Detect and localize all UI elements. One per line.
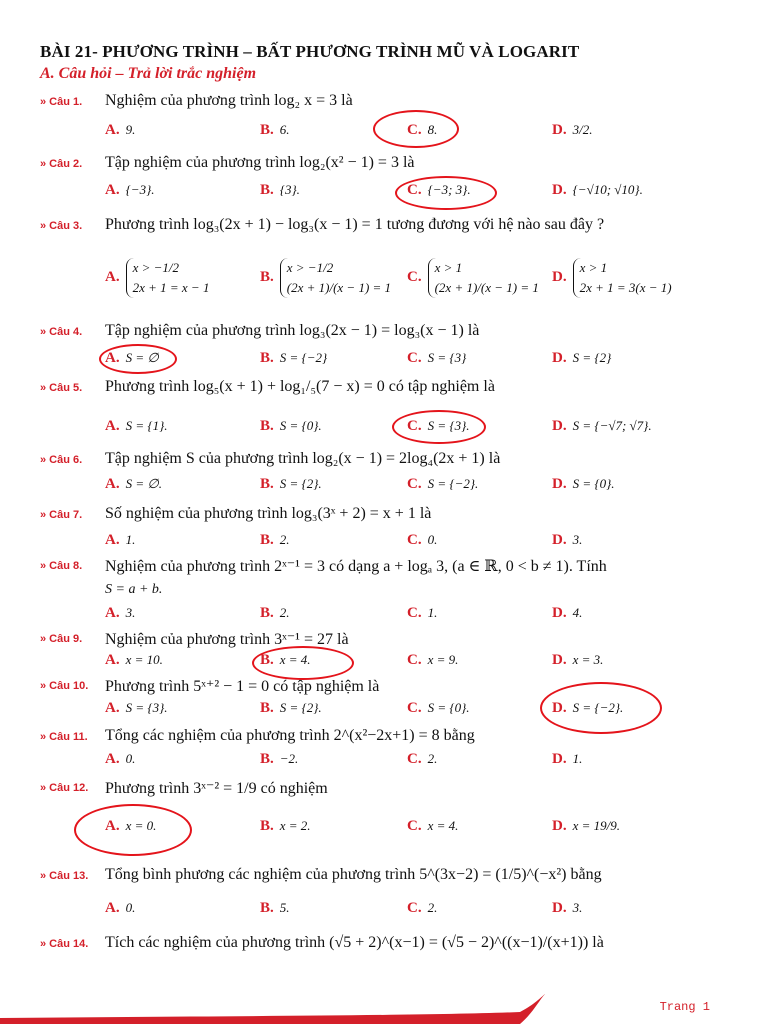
option-value: {−3}.: [125, 182, 155, 197]
option-letter: B.: [260, 751, 274, 767]
question-10-option-d[interactable]: [552, 700, 623, 717]
option-letter: B.: [260, 122, 274, 138]
option-letter: D.: [552, 122, 567, 138]
question-3-option-a[interactable]: [105, 258, 209, 298]
question-7-text: Số nghiệm của phương trình log₃(3ˣ + 2) = x + 1 là: [105, 505, 432, 522]
option-value: 0.: [125, 900, 136, 915]
option-letter: D.: [552, 900, 567, 916]
question-7-option-d[interactable]: [552, 532, 582, 549]
option-value: S = {−2}.: [572, 700, 624, 715]
option-value: x = 4.: [279, 652, 311, 667]
option-value: S = {0}.: [279, 418, 322, 433]
option-letter: D.: [552, 532, 567, 548]
option-system: [573, 258, 672, 298]
question-13-option-b[interactable]: [260, 900, 290, 917]
question-2-option-a[interactable]: [105, 182, 155, 199]
option-letter: B.: [260, 900, 274, 916]
question-4-option-a[interactable]: [105, 350, 159, 367]
question-12-option-a[interactable]: [105, 818, 156, 835]
question-8-text: Nghiệm của phương trình 2ˣ⁻¹ = 3 có dạng a + logₐ 3, (a ∈ ℝ, 0 < b ≠ 1). Tính: [105, 558, 607, 575]
question-13-label: » Câu 13.: [40, 870, 89, 882]
question-2-label: » Câu 2.: [40, 158, 83, 170]
option-letter: C.: [407, 532, 422, 548]
page-number: Trang 1: [659, 1000, 710, 1014]
option-letter: B.: [260, 532, 274, 548]
question-7-option-b[interactable]: [260, 532, 290, 549]
question-3-option-b[interactable]: [260, 258, 391, 298]
option-letter: A.: [105, 605, 120, 621]
question-13-option-a[interactable]: [105, 900, 135, 917]
question-9-option-d[interactable]: [552, 652, 603, 669]
option-value: S = {3}.: [125, 700, 168, 715]
option-value: {3}.: [279, 182, 300, 197]
question-8-option-d[interactable]: [552, 605, 582, 622]
question-12-option-d[interactable]: [552, 818, 620, 835]
question-8-text-cont: S = a + b.: [105, 582, 163, 597]
option-letter: C.: [407, 122, 422, 138]
option-value: x = 19/9.: [572, 818, 620, 833]
option-system: [280, 258, 391, 298]
question-6-option-a[interactable]: [105, 476, 162, 493]
option-value: S = {−√7; √7}.: [572, 418, 652, 433]
option-value: S = {0}.: [572, 476, 615, 491]
question-4-option-d[interactable]: [552, 350, 611, 367]
question-9-option-a[interactable]: [105, 652, 163, 669]
option-letter: C.: [407, 418, 422, 434]
question-8-option-a[interactable]: [105, 605, 135, 622]
option-letter: C.: [407, 652, 422, 668]
question-10-option-b[interactable]: [260, 700, 322, 717]
question-9-option-c[interactable]: [407, 652, 458, 669]
option-value: x = 3.: [572, 652, 604, 667]
option-value: S = {1}.: [125, 418, 168, 433]
option-value: S = {3}: [427, 350, 467, 365]
question-11-option-b[interactable]: [260, 751, 298, 768]
option-letter: D.: [552, 818, 567, 834]
option-letter: B.: [260, 605, 274, 621]
question-6-option-b[interactable]: [260, 476, 322, 493]
question-1-option-c[interactable]: [407, 122, 437, 139]
option-value: S = {3}.: [427, 418, 470, 433]
question-11-label: » Câu 11.: [40, 731, 88, 743]
option-value: S = {2}.: [279, 700, 322, 715]
question-1-label: » Câu 1.: [40, 96, 83, 108]
question-14-label: » Câu 14.: [40, 938, 89, 950]
question-10-label: » Câu 10.: [40, 680, 89, 692]
option-value: 3/2.: [572, 122, 593, 137]
option-value: 3.: [572, 532, 583, 547]
option-letter: D.: [552, 182, 567, 198]
option-letter: A.: [105, 182, 120, 198]
question-5-label: » Câu 5.: [40, 382, 83, 394]
option-system: [428, 258, 539, 298]
question-1-option-a[interactable]: [105, 122, 135, 139]
option-value: 2.: [427, 900, 438, 915]
option-value: 2.: [279, 532, 290, 547]
option-letter: C.: [407, 350, 422, 366]
question-8-label: » Câu 8.: [40, 560, 83, 572]
option-value: 4.: [572, 605, 583, 620]
system-line: x > −1/2: [132, 260, 180, 275]
question-3-label: » Câu 3.: [40, 220, 83, 232]
question-11-option-d[interactable]: [552, 751, 582, 768]
page-title: BÀI 21- PHƯƠNG TRÌNH – BẤT PHƯƠNG TRÌNH MŨ VÀ LOGARIT: [40, 42, 580, 61]
option-value: x = 4.: [427, 818, 459, 833]
option-letter: A.: [105, 818, 120, 834]
question-11-option-a[interactable]: [105, 751, 135, 768]
option-value: 1.: [572, 751, 583, 766]
option-letter: A.: [105, 122, 120, 138]
question-6-option-c[interactable]: [407, 476, 478, 493]
option-letter: A.: [105, 652, 120, 668]
system-line: 2x + 1 = 3(x − 1): [579, 280, 672, 295]
option-value: 6.: [279, 122, 290, 137]
option-letter: D.: [552, 652, 567, 668]
question-2-option-c[interactable]: [407, 182, 471, 199]
question-1-option-b[interactable]: [260, 122, 290, 139]
question-1-text: Nghiệm của phương trình log₂ x = 3 là: [105, 92, 353, 109]
system-line: (2x + 1)/(x − 1) = 1: [434, 280, 539, 295]
question-12-option-c[interactable]: [407, 818, 458, 835]
question-3-option-c[interactable]: [407, 258, 539, 298]
question-5-option-b[interactable]: [260, 418, 322, 435]
question-4-label: » Câu 4.: [40, 326, 83, 338]
option-letter: C.: [407, 269, 422, 286]
option-letter: D.: [552, 350, 567, 366]
question-2-option-b[interactable]: [260, 182, 300, 199]
option-value: S = {2}.: [279, 476, 322, 491]
question-5-option-c[interactable]: [407, 418, 470, 435]
question-8-option-b[interactable]: [260, 605, 290, 622]
option-value: 3.: [125, 605, 136, 620]
option-letter: A.: [105, 532, 120, 548]
question-12-option-b[interactable]: [260, 818, 311, 835]
question-7-label: » Câu 7.: [40, 509, 83, 521]
question-9-label: » Câu 9.: [40, 633, 83, 645]
option-letter: C.: [407, 751, 422, 767]
question-13-option-d[interactable]: [552, 900, 582, 917]
question-3-text: Phương trình log₃(2x + 1) − log₃(x − 1) = 1 tương đương với hệ nào sau đây ?: [105, 216, 605, 233]
question-4-option-b[interactable]: [260, 350, 327, 367]
system-line: x > −1/2: [286, 260, 334, 275]
option-value: S = {−2}.: [427, 476, 479, 491]
option-value: S = ∅: [125, 350, 159, 365]
option-letter: D.: [552, 269, 567, 286]
option-value: 3.: [572, 900, 583, 915]
system-line: (2x + 1)/(x − 1) = 1: [286, 280, 392, 295]
option-letter: B.: [260, 818, 274, 834]
option-value: 8.: [427, 122, 438, 137]
option-letter: B.: [260, 652, 274, 668]
option-value: −2.: [279, 751, 299, 766]
option-letter: B.: [260, 700, 274, 716]
option-letter: A.: [105, 476, 120, 492]
question-6-label: » Câu 6.: [40, 454, 83, 466]
option-value: 2.: [279, 605, 290, 620]
option-letter: A.: [105, 350, 120, 366]
question-12-text: Phương trình 3ˣ⁻² = 1/9 có nghiệm: [105, 780, 328, 797]
system-line: x > 1: [434, 260, 463, 275]
question-2-option-d[interactable]: [552, 182, 643, 199]
question-13-text: Tổng bình phương các nghiệm của phương trình 5^(3x−2) = (1/5)^(−x²) bằng: [105, 866, 602, 883]
question-7-option-c[interactable]: [407, 532, 437, 549]
option-value: x = 10.: [125, 652, 163, 667]
question-10-option-a[interactable]: [105, 700, 168, 717]
option-letter: C.: [407, 900, 422, 916]
question-14-text: Tích các nghiệm của phương trình (√5 + 2)^(x−1) = (√5 − 2)^((x−1)/(x+1)) là: [105, 934, 604, 951]
option-value: S = {2}: [572, 350, 612, 365]
system-line: 2x + 1 = x − 1: [132, 280, 210, 295]
option-value: 1.: [125, 532, 136, 547]
option-letter: B.: [260, 182, 274, 198]
option-letter: B.: [260, 476, 274, 492]
question-6-text: Tập nghiệm S của phương trình log₂(x − 1) = 2log₄(2x + 1) là: [105, 450, 501, 467]
question-8-option-c[interactable]: [407, 605, 437, 622]
option-value: S = ∅.: [125, 476, 162, 491]
question-10-option-c[interactable]: [407, 700, 470, 717]
option-value: S = {−2}: [279, 350, 328, 365]
footer-band: [0, 994, 768, 1024]
question-4-option-c[interactable]: [407, 350, 466, 367]
question-6-option-d[interactable]: [552, 476, 615, 493]
footer-fill: [520, 994, 768, 1024]
question-4-text: Tập nghiệm của phương trình log₃(2x − 1) = log₃(x − 1) là: [105, 322, 480, 339]
option-value: S = {0}.: [427, 700, 470, 715]
option-letter: D.: [552, 476, 567, 492]
option-letter: C.: [407, 605, 422, 621]
option-letter: C.: [407, 476, 422, 492]
question-10-text: Phương trình 5ˣ⁺² − 1 = 0 có tập nghiệm là: [105, 678, 380, 695]
question-1-option-d[interactable]: [552, 122, 592, 139]
option-value: {−3; 3}.: [427, 182, 471, 197]
question-9-option-b[interactable]: [260, 652, 311, 669]
option-letter: B.: [260, 418, 274, 434]
option-value: 0.: [427, 532, 438, 547]
question-5-option-d[interactable]: [552, 418, 652, 435]
question-5-text: Phương trình log₅(x + 1) + log₁/₅(7 − x) = 0 có tập nghiệm là: [105, 378, 495, 395]
option-value: 9.: [125, 122, 136, 137]
option-value: 1.: [427, 605, 438, 620]
option-value: x = 9.: [427, 652, 459, 667]
option-letter: C.: [407, 182, 422, 198]
option-letter: D.: [552, 751, 567, 767]
option-letter: A.: [105, 700, 120, 716]
option-value: x = 2.: [279, 818, 311, 833]
option-value: 2.: [427, 751, 438, 766]
option-letter: D.: [552, 700, 567, 716]
option-letter: A.: [105, 751, 120, 767]
question-3-option-d[interactable]: [552, 258, 672, 298]
option-value: {−√10; √10}.: [572, 182, 643, 197]
option-value: 5.: [279, 900, 290, 915]
option-letter: A.: [105, 269, 120, 286]
option-letter: A.: [105, 900, 120, 916]
question-5-option-a[interactable]: [105, 418, 168, 435]
question-11-text: Tổng các nghiệm của phương trình 2^(x²−2x+1) = 8 bằng: [105, 727, 475, 744]
option-letter: C.: [407, 700, 422, 716]
question-2-text: Tập nghiệm của phương trình log₂(x² − 1) = 3 là: [105, 154, 415, 171]
option-letter: B.: [260, 350, 274, 366]
question-11-option-c[interactable]: [407, 751, 437, 768]
question-9-text: Nghiệm của phương trình 3ˣ⁻¹ = 27 là: [105, 631, 349, 648]
question-13-option-c[interactable]: [407, 900, 437, 917]
section-heading: A. Câu hỏi – Trả lời trắc nghiệm: [40, 65, 257, 82]
option-letter: C.: [407, 818, 422, 834]
option-system: [126, 258, 210, 298]
system-line: x > 1: [579, 260, 608, 275]
question-7-option-a[interactable]: [105, 532, 135, 549]
option-value: x = 0.: [125, 818, 157, 833]
option-letter: B.: [260, 269, 274, 286]
option-letter: D.: [552, 605, 567, 621]
option-value: 0.: [125, 751, 136, 766]
option-letter: A.: [105, 418, 120, 434]
option-letter: D.: [552, 418, 567, 434]
question-12-label: » Câu 12.: [40, 782, 89, 794]
